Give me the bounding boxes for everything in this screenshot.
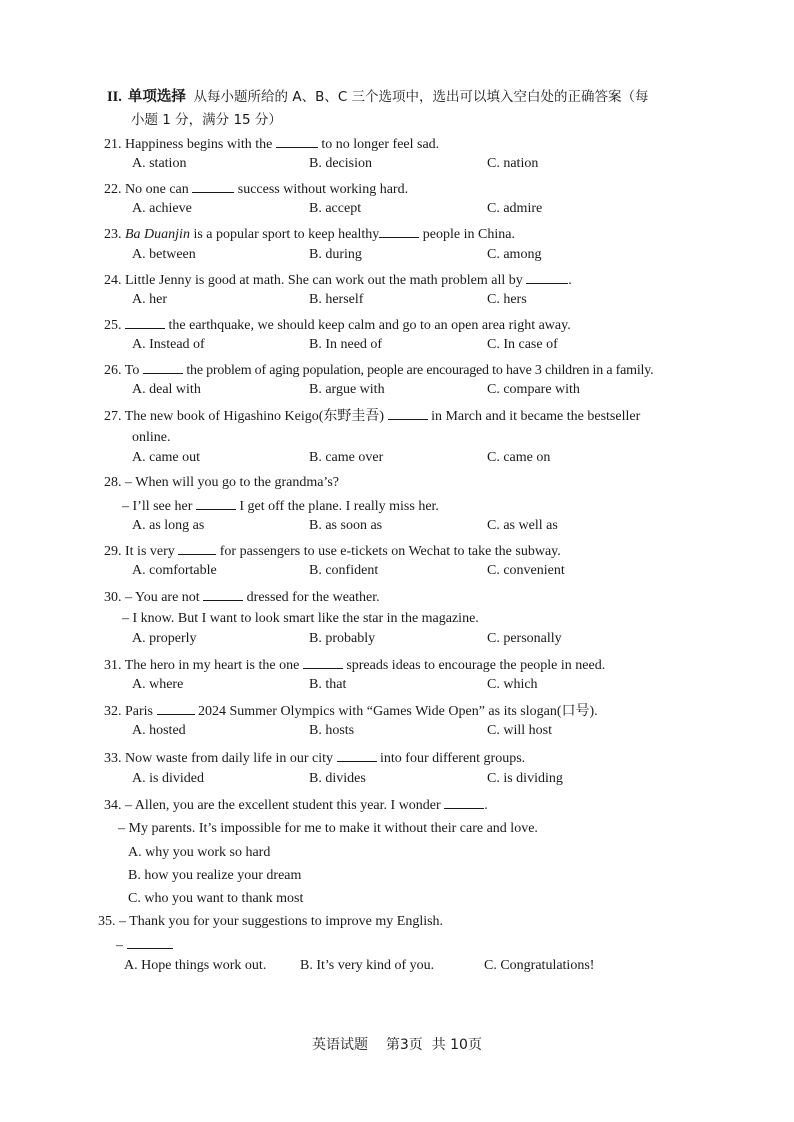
option-c[interactable]: C. nation [487, 156, 539, 171]
answer-blank[interactable] [276, 133, 318, 148]
options-31 [132, 677, 692, 699]
question-text: To [124, 363, 140, 378]
question-text: spreads ideas to encourage the people in need. [346, 658, 606, 673]
options-35 [124, 958, 684, 980]
question-text: The hero in my heart is the one [124, 658, 300, 673]
question-text: the problem of aging population, people are encouraged to have 3 children in a family. [186, 363, 654, 378]
option-a[interactable]: A. Instead of [132, 337, 205, 352]
question-number: 29. [104, 544, 122, 559]
question-text: in March and it became the bestseller [431, 409, 641, 424]
question-number: 35. [98, 914, 116, 929]
option-b[interactable]: B. probably [309, 631, 376, 646]
option-c[interactable]: C. admire [487, 201, 543, 216]
section-number: II. [107, 89, 122, 105]
answer-blank[interactable] [337, 747, 377, 762]
page-footer [0, 1034, 794, 1054]
option-b[interactable]: B. divides [309, 771, 366, 786]
question-35 [98, 911, 698, 933]
option-a[interactable]: A. deal with [132, 382, 201, 397]
question-number: 22. [104, 182, 122, 197]
question-text-italic: Ba Duanjin [125, 227, 190, 242]
options-23 [132, 247, 692, 269]
answer-blank[interactable] [192, 178, 234, 193]
option-c[interactable]: C. which [487, 677, 538, 692]
option-c[interactable]: C. who you want to thank most [128, 891, 304, 906]
option-b[interactable]: B. hosts [309, 723, 355, 738]
question-text: . [568, 273, 572, 288]
question-26 [104, 359, 704, 382]
dialogue-line: – I’ll see her [122, 499, 193, 514]
question-text: the earthquake, we should keep calm and go to an open area right away. [168, 318, 571, 333]
question-34-line2: – My parents. It’s impossible for me to make it without their care and love. [118, 821, 538, 836]
option-a[interactable]: A. why you work so hard [128, 845, 271, 860]
option-b[interactable]: B. It’s very kind of you. [300, 958, 435, 973]
options-27 [132, 450, 692, 472]
question-text: people in China. [422, 227, 515, 242]
option-c[interactable]: C. convenient [487, 563, 565, 578]
question-number: 24. [104, 273, 122, 288]
option-b[interactable]: B. came over [309, 450, 384, 465]
section-label: 单项选择 [127, 89, 186, 105]
answer-blank[interactable] [303, 654, 343, 669]
dialogue-line: I get off the plane. I really miss her. [239, 499, 439, 514]
option-c[interactable]: C. came on [487, 450, 551, 465]
option-a[interactable]: A. is divided [132, 771, 204, 786]
dialogue-line: dressed for the weather. [246, 590, 380, 605]
option-a[interactable]: A. came out [132, 450, 201, 465]
option-b[interactable]: B. during [309, 247, 362, 262]
question-number: 33. [104, 751, 122, 766]
options-21 [132, 156, 692, 178]
question-27 [104, 405, 704, 428]
option-a[interactable]: A. between [132, 247, 196, 262]
option-a[interactable]: A. properly [132, 631, 197, 646]
question-text: for passengers to use e-tickets on Wechat to take the subway. [219, 544, 561, 559]
options-25 [132, 337, 692, 359]
question-number: 27. [104, 409, 122, 424]
question-22 [104, 178, 704, 201]
dialogue-line: . [484, 798, 488, 813]
question-30 [104, 586, 704, 609]
answer-blank[interactable] [388, 405, 428, 420]
question-text: is a popular sport to keep healthy [193, 227, 380, 242]
option-a[interactable]: A. as long as [132, 518, 205, 533]
option-a[interactable]: A. her [132, 292, 167, 307]
option-a[interactable]: A. achieve [132, 201, 192, 216]
question-number: 28. [104, 475, 122, 490]
question-text: It is very [125, 544, 175, 559]
question-35-line2 [116, 934, 173, 957]
option-a[interactable]: A. station [132, 156, 187, 171]
option-c[interactable]: C. In case of [487, 337, 558, 352]
question-33 [104, 747, 704, 770]
question-27-continuation: online. [132, 430, 171, 445]
answer-blank[interactable] [203, 586, 243, 601]
option-c[interactable]: C. Congratulations! [484, 958, 595, 973]
question-32 [104, 700, 704, 723]
question-28-line2 [122, 495, 439, 518]
answer-blank[interactable] [125, 314, 165, 329]
question-number: 31. [104, 658, 122, 673]
option-b[interactable]: B. argue with [309, 382, 385, 397]
question-21 [104, 133, 704, 156]
option-c[interactable]: C. compare with [487, 382, 580, 397]
option-c[interactable]: C. hers [487, 292, 527, 307]
question-text: 2024 Summer Olympics with “Games Wide Open” as its slogan(口号). [198, 704, 598, 719]
options-29 [132, 563, 692, 585]
footer-page-total: 共 10页 [431, 1037, 482, 1053]
dialogue-line: – Thank you for your suggestions to improve my English. [119, 914, 444, 929]
question-text: The new book of Higashino Keigo(东野圭吾) [124, 409, 385, 424]
option-c[interactable]: C. among [487, 247, 542, 262]
question-29 [104, 540, 704, 563]
question-number: 32. [104, 704, 122, 719]
section-heading [107, 86, 697, 132]
options-33 [132, 771, 692, 793]
question-text: to no longer feel sad. [321, 137, 440, 152]
question-text: Now waste from daily life in our city [125, 751, 334, 766]
question-number: 21. [104, 137, 122, 152]
dialogue-line: – You are not [125, 590, 200, 605]
answer-blank[interactable] [526, 269, 568, 284]
question-28 [104, 472, 704, 494]
question-30-line2: – I know. But I want to look smart like the star in the magazine. [122, 611, 479, 626]
question-25 [104, 314, 704, 337]
answer-blank[interactable] [196, 495, 236, 510]
question-number: 30. [104, 590, 122, 605]
question-number: 25. [104, 318, 122, 333]
question-number: 34. [104, 798, 122, 813]
answer-blank[interactable] [127, 934, 173, 949]
options-30 [132, 631, 692, 653]
option-b[interactable]: B. In need of [309, 337, 383, 352]
answer-blank[interactable] [379, 223, 419, 238]
option-b[interactable]: B. herself [309, 292, 364, 307]
option-b[interactable]: B. confident [309, 563, 379, 578]
question-text: Happiness begins with the [125, 137, 273, 152]
answer-blank[interactable] [444, 794, 484, 809]
option-b[interactable]: B. as soon as [309, 518, 383, 533]
options-24 [132, 292, 692, 314]
question-24 [104, 269, 704, 292]
question-text: Paris [125, 704, 153, 719]
question-number: 26. [104, 363, 122, 378]
footer-subject: 英语试题 [312, 1037, 369, 1053]
footer-page-number: 第3页 [385, 1037, 423, 1053]
option-c[interactable]: C. personally [487, 631, 562, 646]
option-c[interactable]: C. will host [487, 723, 552, 738]
option-a[interactable]: A. where [132, 677, 184, 692]
option-b[interactable]: B. that [309, 677, 347, 692]
question-34 [104, 794, 704, 817]
option-b[interactable]: B. how you realize your dream [128, 868, 302, 883]
answer-blank[interactable] [178, 540, 216, 555]
option-a[interactable]: A. Hope things work out. [124, 958, 267, 973]
option-a[interactable]: A. hosted [132, 723, 186, 738]
options-22 [132, 201, 692, 223]
answer-blank[interactable] [143, 359, 183, 374]
option-b[interactable]: B. decision [309, 156, 372, 171]
dialogue-line: – When will you go to the grandma’s? [125, 475, 339, 490]
option-c[interactable]: C. is dividing [487, 771, 563, 786]
answer-blank[interactable] [157, 700, 195, 715]
option-b[interactable]: B. accept [309, 201, 362, 216]
option-a[interactable]: A. comfortable [132, 563, 217, 578]
question-31 [104, 654, 704, 677]
question-text: No one can [125, 182, 189, 197]
section-instruction-cont: 小题 1 分，满分 15 分） [131, 112, 282, 128]
dialogue-line: – [116, 938, 123, 953]
question-text: Little Jenny is good at math. She can work out the math problem all by [125, 273, 523, 288]
question-23 [104, 223, 704, 246]
options-26 [132, 382, 692, 404]
option-c[interactable]: C. as well as [487, 518, 558, 533]
dialogue-line: – Allen, you are the excellent student this year. I wonder [125, 798, 441, 813]
question-text: success without working hard. [237, 182, 409, 197]
question-text: into four different groups. [380, 751, 526, 766]
section-instruction: 从每小题所给的 A、B、C 三个选项中，选出可以填入空白处的正确答案（每 [193, 89, 649, 105]
options-28 [132, 518, 692, 540]
options-32 [132, 723, 692, 745]
question-number: 23. [104, 227, 122, 242]
